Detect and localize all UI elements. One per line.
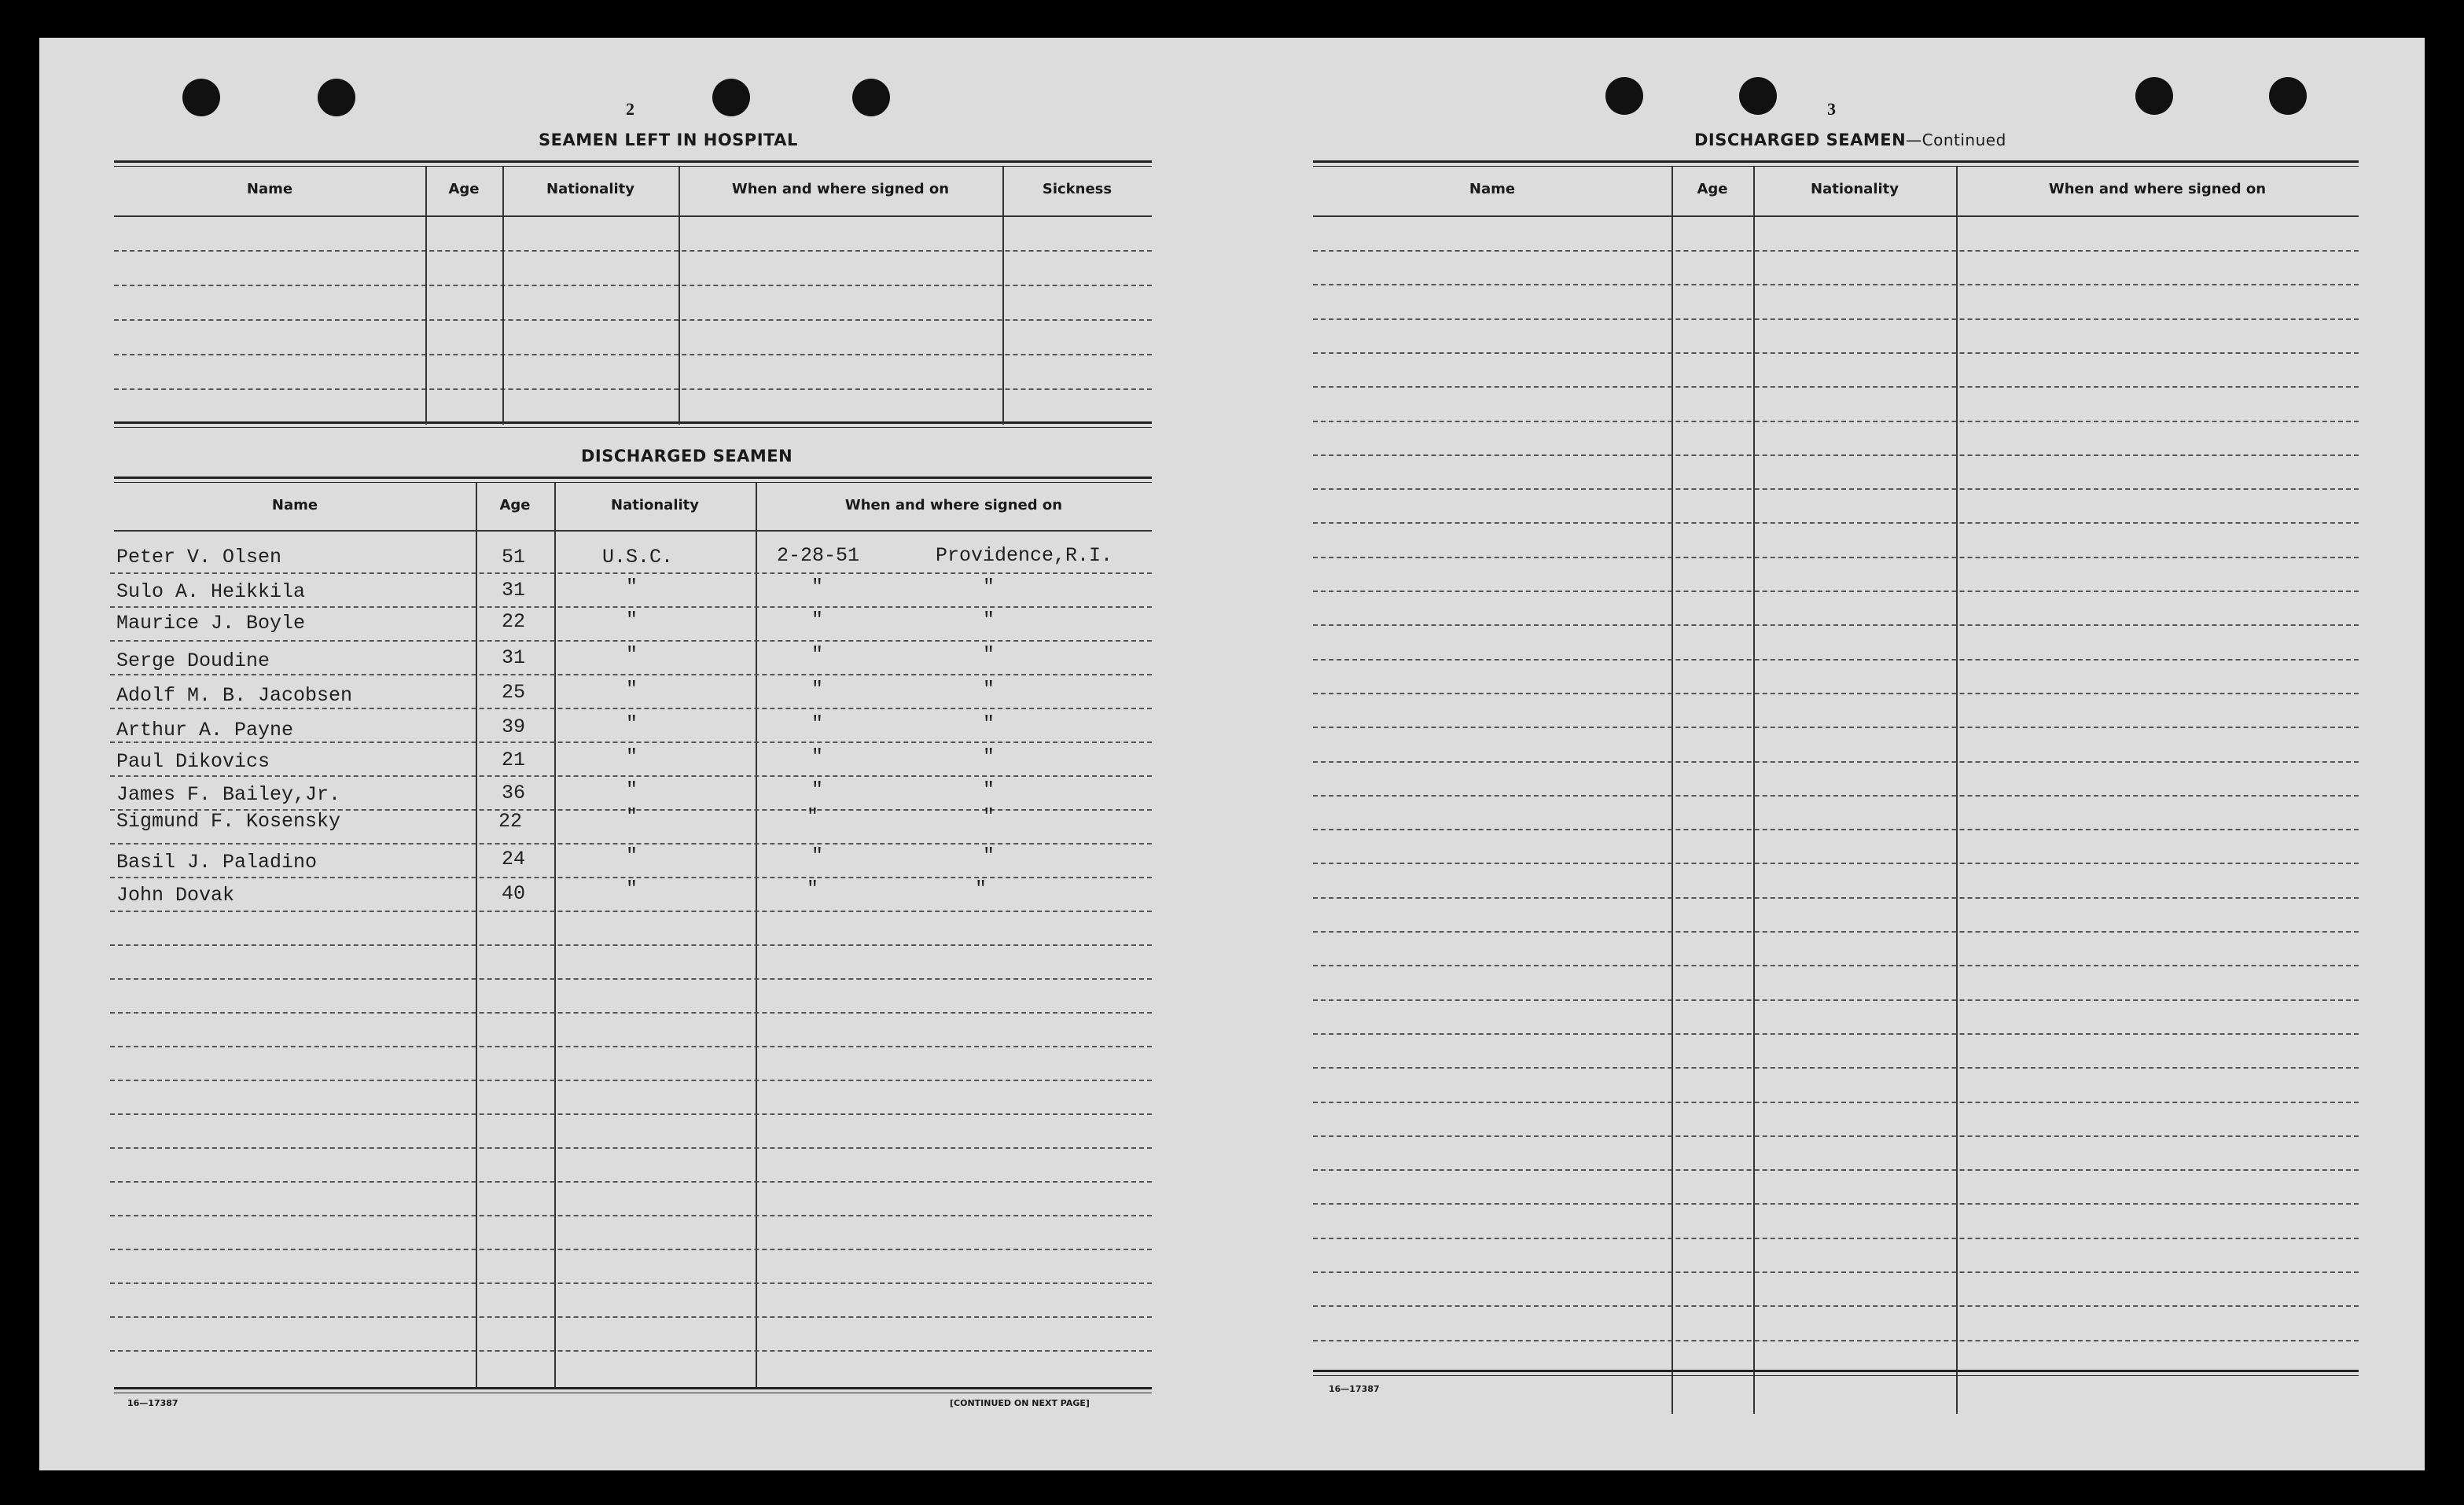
header-rule <box>1313 215 2359 217</box>
row-rule <box>110 1249 1152 1250</box>
section-title-continued: —Continued <box>1906 131 2006 149</box>
row-rule <box>1313 1238 2359 1239</box>
row-rule <box>1313 421 2359 422</box>
row-rule <box>1313 284 2359 285</box>
col-header-nationality: Nationality <box>611 497 699 513</box>
hospital-section-title: SEAMEN LEFT IN HOSPITAL <box>539 131 798 149</box>
seaman-nationality: " <box>626 609 638 631</box>
signed-on-place: " <box>983 678 995 701</box>
row-rule <box>1313 1135 2359 1137</box>
col-divider <box>502 167 504 425</box>
header-rule <box>114 530 1152 532</box>
seaman-age: 21 <box>502 749 526 771</box>
seaman-age: 25 <box>502 681 526 704</box>
row-rule <box>114 354 1152 355</box>
scanned-form-spread <box>39 38 2425 1470</box>
row-rule <box>1313 727 2359 728</box>
row-rule <box>1313 1067 2359 1069</box>
seaman-name: Maurice J. Boyle <box>116 612 306 635</box>
row-rule <box>1313 761 2359 763</box>
col-header-sickness: Sickness <box>1042 181 1112 197</box>
seaman-name: Sulo A. Heikkila <box>116 580 306 603</box>
seaman-name: James F. Bailey,Jr. <box>116 783 341 806</box>
row-rule <box>1313 318 2359 320</box>
row-rule <box>110 1012 1152 1014</box>
row-rule <box>1313 557 2359 558</box>
col-divider <box>756 483 757 1387</box>
row-rule <box>1313 1033 2359 1035</box>
signed-on-place: " <box>983 778 995 801</box>
table-top-rule <box>114 160 1152 167</box>
signed-on-date: " <box>807 878 819 900</box>
table-bottom-rule <box>114 421 1152 428</box>
row-rule <box>1313 591 2359 592</box>
row-rule <box>1313 659 2359 661</box>
col-divider <box>1956 167 1958 1414</box>
seaman-nationality: " <box>626 643 638 666</box>
col-header-signed-on: When and where signed on <box>731 181 950 197</box>
seaman-age: 36 <box>502 782 526 804</box>
signed-on-date: " <box>811 745 824 768</box>
col-header-name: Name <box>246 181 293 197</box>
seaman-nationality: " <box>626 878 638 900</box>
row-rule <box>1313 795 2359 797</box>
seaman-nationality: " <box>626 778 638 801</box>
row-rule <box>110 978 1152 980</box>
seaman-nationality: " <box>626 678 638 701</box>
row-rule <box>110 944 1152 946</box>
signed-on-place: " <box>983 576 995 598</box>
header-rule <box>114 215 1152 217</box>
row-rule <box>1313 522 2359 524</box>
signed-on-place: " <box>983 609 995 631</box>
punch-hole <box>1739 77 1777 115</box>
row-rule <box>110 1215 1152 1216</box>
row-rule <box>1313 454 2359 456</box>
row-rule <box>1313 863 2359 864</box>
row-rule <box>110 640 1152 642</box>
row-rule <box>110 1181 1152 1183</box>
row-rule <box>1313 931 2359 933</box>
row-rule <box>110 1080 1152 1081</box>
table-top-rule <box>114 477 1152 483</box>
signed-on-date: " <box>811 609 824 631</box>
signed-on-date: " <box>811 778 824 801</box>
row-rule <box>110 1316 1152 1318</box>
col-header-nationality: Nationality <box>546 181 634 197</box>
row-rule <box>1313 1305 2359 1307</box>
signed-on-date: 2-28-51 <box>777 544 860 567</box>
col-divider <box>1671 167 1673 1414</box>
seaman-name: Peter V. Olsen <box>116 546 282 569</box>
section-title-main: DISCHARGED SEAMEN <box>1694 131 1907 149</box>
punch-hole <box>712 79 750 116</box>
row-rule <box>1313 624 2359 626</box>
row-rule <box>114 250 1152 252</box>
col-header-name: Name <box>1469 181 1516 197</box>
punch-hole <box>318 79 355 116</box>
row-rule <box>1313 829 2359 830</box>
row-rule <box>1313 897 2359 899</box>
signed-on-date: " <box>807 805 819 828</box>
punch-hole <box>2269 77 2307 115</box>
signed-on-date: " <box>811 643 824 666</box>
row-rule <box>1313 1102 2359 1103</box>
col-divider <box>1753 167 1755 1414</box>
row-rule <box>110 1282 1152 1284</box>
signed-on-place: " <box>983 643 995 666</box>
row-rule <box>110 741 1152 743</box>
row-rule <box>1313 1271 2359 1273</box>
col-header-name: Name <box>271 497 318 513</box>
seaman-name: Arthur A. Payne <box>116 719 294 741</box>
seaman-name: John Dovak <box>116 884 235 907</box>
seaman-age: 31 <box>502 579 526 602</box>
row-rule <box>1313 1169 2359 1171</box>
signed-on-date: " <box>811 844 824 867</box>
seaman-nationality: " <box>626 844 638 867</box>
seaman-name: Paul Dikovics <box>116 750 270 773</box>
row-rule <box>1313 999 2359 1001</box>
row-rule <box>110 1147 1152 1149</box>
seaman-name: Serge Doudine <box>116 649 270 672</box>
seaman-age: 24 <box>502 848 526 870</box>
signed-on-place: " <box>983 805 995 828</box>
row-rule <box>1313 693 2359 694</box>
col-header-age: Age <box>499 497 531 513</box>
row-rule <box>1313 352 2359 354</box>
row-rule <box>110 674 1152 675</box>
seaman-age: 22 <box>502 610 526 633</box>
table-bottom-rule <box>1313 1370 2359 1376</box>
row-rule <box>110 1113 1152 1115</box>
col-divider <box>1002 167 1004 425</box>
row-rule <box>110 911 1152 912</box>
row-rule <box>110 775 1152 777</box>
col-divider <box>679 167 680 425</box>
signed-on-place: " <box>975 878 987 900</box>
form-number: 16—17387 <box>127 1398 178 1408</box>
row-rule <box>114 388 1152 390</box>
row-rule <box>1313 250 2359 252</box>
seaman-nationality: " <box>626 805 638 828</box>
signed-on-place: Providence,R.I. <box>936 544 1113 567</box>
right-page <box>1250 38 2425 1470</box>
signed-on-date: " <box>811 576 824 598</box>
signed-on-date: " <box>811 678 824 701</box>
seaman-nationality: " <box>626 745 638 768</box>
table-top-rule <box>1313 160 2359 167</box>
punch-hole <box>1605 77 1643 115</box>
punch-hole <box>2135 77 2173 115</box>
signed-on-place: " <box>983 712 995 735</box>
row-rule <box>110 606 1152 608</box>
col-divider <box>476 483 477 1387</box>
row-rule <box>110 1350 1152 1352</box>
signed-on-place: " <box>983 844 995 867</box>
page-number: 2 <box>626 99 634 119</box>
col-header-signed-on: When and where signed on <box>844 497 1063 513</box>
seaman-name: Adolf M. B. Jacobsen <box>116 684 353 707</box>
punch-hole <box>852 79 890 116</box>
seaman-nationality: U.S.C. <box>602 546 674 569</box>
row-rule <box>1313 1340 2359 1341</box>
col-header-age: Age <box>448 181 480 197</box>
row-rule <box>1313 965 2359 966</box>
punch-hole <box>182 79 220 116</box>
table-bottom-rule <box>114 1387 1152 1393</box>
col-divider <box>554 483 556 1387</box>
row-rule <box>110 572 1152 574</box>
row-rule <box>1313 1203 2359 1205</box>
signed-on-place: " <box>983 745 995 768</box>
col-header-signed-on: When and where signed on <box>2048 181 2267 197</box>
left-page <box>39 38 1219 1470</box>
col-divider <box>425 167 427 425</box>
row-rule <box>114 319 1152 321</box>
col-header-nationality: Nationality <box>1811 181 1899 197</box>
seaman-name: Basil J. Paladino <box>116 851 318 874</box>
page-number: 3 <box>1827 99 1836 119</box>
seaman-age: 51 <box>502 546 526 569</box>
col-header-age: Age <box>1697 181 1728 197</box>
discharged-section-title: DISCHARGED SEAMEN <box>581 447 793 465</box>
row-rule <box>110 1046 1152 1047</box>
row-rule <box>110 708 1152 709</box>
section-title <box>1694 131 2006 149</box>
form-number: 16—17387 <box>1329 1384 1380 1394</box>
row-rule <box>1313 488 2359 490</box>
signed-on-date: " <box>811 712 824 735</box>
row-rule <box>1313 386 2359 388</box>
seaman-name: Sigmund F. Kosensky <box>116 810 341 833</box>
seaman-age: 40 <box>502 882 526 905</box>
continued-note: [CONTINUED ON NEXT PAGE] <box>950 1398 1090 1408</box>
seaman-nationality: " <box>626 576 638 598</box>
row-rule <box>114 285 1152 286</box>
seaman-age: 39 <box>502 716 526 738</box>
seaman-age: 22 <box>498 810 523 833</box>
seaman-age: 31 <box>502 646 526 669</box>
seaman-nationality: " <box>626 712 638 735</box>
